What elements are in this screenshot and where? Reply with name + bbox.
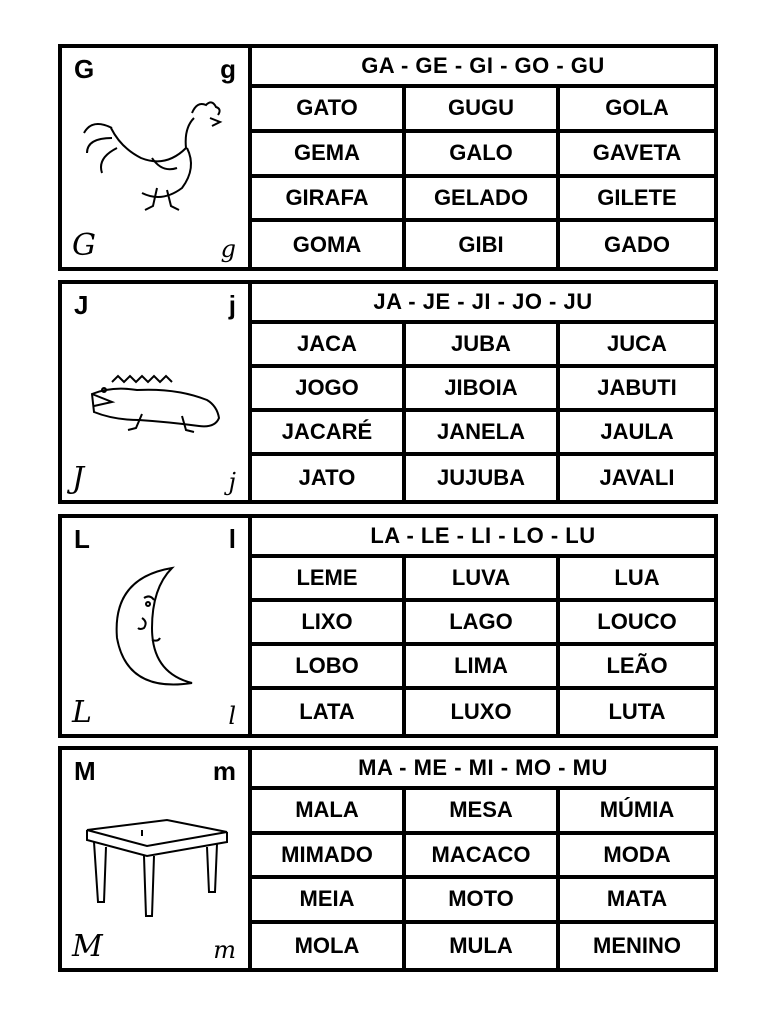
uppercase-letter: J bbox=[74, 290, 89, 320]
word-grid bbox=[252, 48, 714, 267]
word-cell: LAGO bbox=[406, 602, 560, 646]
word-cell: MATA bbox=[560, 879, 714, 924]
word-cell: LUA bbox=[560, 558, 714, 602]
word-cell: JANELA bbox=[406, 412, 560, 456]
word-cell: MOLA bbox=[252, 924, 406, 969]
table-icon bbox=[82, 790, 232, 930]
word-cell: MEIA bbox=[252, 879, 406, 924]
uppercase-letter: M bbox=[74, 756, 96, 786]
word-cell: GALO bbox=[406, 133, 560, 178]
word-cell: MIMADO bbox=[252, 835, 406, 880]
uppercase-letter: L bbox=[74, 524, 90, 554]
word-cell: LUTA bbox=[608, 699, 666, 724]
word-cell: MESA bbox=[406, 790, 560, 835]
word-cell: JUBA bbox=[406, 324, 560, 368]
word-cell: JAVALI bbox=[599, 465, 675, 490]
word-cell: MACACO bbox=[406, 835, 560, 880]
word-grid bbox=[252, 284, 714, 500]
word-cell: JACARÉ bbox=[252, 412, 406, 456]
word-cell: JATO bbox=[252, 456, 406, 500]
word-cell: GATO bbox=[252, 88, 406, 133]
word-cell: JACA bbox=[252, 324, 406, 368]
word-cell: JABUTI bbox=[560, 368, 714, 412]
word-cell: GOMA bbox=[252, 222, 406, 267]
word-cell: GEMA bbox=[252, 133, 406, 178]
lowercase-letter: j bbox=[228, 290, 236, 320]
picture-panel bbox=[62, 518, 252, 734]
lowercase-letter: l bbox=[228, 524, 236, 554]
cursive-lowercase-letter: j bbox=[228, 468, 236, 496]
syllable-header: GA - GE - GI - GO - GU bbox=[252, 48, 714, 88]
cursive-uppercase-letter: G bbox=[72, 228, 96, 263]
alligator-icon bbox=[82, 324, 232, 464]
word-cell: LEÃO bbox=[560, 646, 714, 690]
lowercase-letter: g bbox=[220, 54, 236, 84]
syllable-header: LA - LE - LI - LO - LU bbox=[252, 518, 714, 558]
picture-panel bbox=[62, 284, 252, 500]
letter-block-g bbox=[58, 44, 718, 271]
word-grid bbox=[252, 750, 714, 968]
word-cell: JUJUBA bbox=[406, 456, 560, 500]
word-cell: MÚMIA bbox=[560, 790, 714, 835]
picture-panel bbox=[62, 48, 252, 267]
cursive-lowercase-letter: l bbox=[228, 702, 236, 730]
cursive-uppercase-letter: L bbox=[72, 695, 92, 730]
word-cell: LATA bbox=[252, 690, 406, 734]
letter-block-l bbox=[58, 514, 718, 738]
picture-panel bbox=[62, 750, 252, 968]
word-cell: MOTO bbox=[406, 879, 560, 924]
cursive-lowercase-letter: m bbox=[213, 936, 236, 964]
word-cell: MALA bbox=[252, 790, 406, 835]
word-cell: GAVETA bbox=[560, 133, 714, 178]
word-cell: GADO bbox=[604, 231, 670, 257]
word-cell: JIBOIA bbox=[406, 368, 560, 412]
word-cell: LUXO bbox=[406, 690, 560, 734]
uppercase-letter: G bbox=[74, 54, 95, 84]
word-cell: GOLA bbox=[560, 88, 714, 133]
word-cell: GUGU bbox=[406, 88, 560, 133]
word-cell: GILETE bbox=[560, 178, 714, 223]
word-cell: LIMA bbox=[406, 646, 560, 690]
word-cell: MENINO bbox=[593, 932, 681, 958]
word-cell: JAULA bbox=[560, 412, 714, 456]
word-grid bbox=[252, 518, 714, 734]
word-cell: LIXO bbox=[252, 602, 406, 646]
word-cell: GIRAFA bbox=[252, 178, 406, 223]
word-cell: JUCA bbox=[560, 324, 714, 368]
word-cell: MULA bbox=[406, 924, 560, 969]
lowercase-letter: m bbox=[212, 756, 236, 786]
word-cell: JOGO bbox=[252, 368, 406, 412]
crescent-moon-icon bbox=[82, 558, 232, 698]
word-cell: LOBO bbox=[252, 646, 406, 690]
word-cell: GELADO bbox=[406, 178, 560, 223]
cursive-lowercase-letter: g bbox=[220, 235, 236, 263]
cursive-uppercase-letter: J bbox=[72, 461, 85, 496]
word-cell: LOUCO bbox=[560, 602, 714, 646]
word-cell: LUVA bbox=[406, 558, 560, 602]
word-cell: GIBI bbox=[406, 222, 560, 267]
rooster-icon bbox=[82, 88, 232, 228]
word-cell: LEME bbox=[252, 558, 406, 602]
word-cell: MODA bbox=[560, 835, 714, 880]
letter-block-j bbox=[58, 280, 718, 504]
syllable-header: MA - ME - MI - MO - MU bbox=[252, 750, 714, 790]
letter-block-m bbox=[58, 746, 718, 972]
cursive-uppercase-letter: M bbox=[72, 929, 103, 964]
syllable-header: JA - JE - JI - JO - JU bbox=[252, 284, 714, 324]
